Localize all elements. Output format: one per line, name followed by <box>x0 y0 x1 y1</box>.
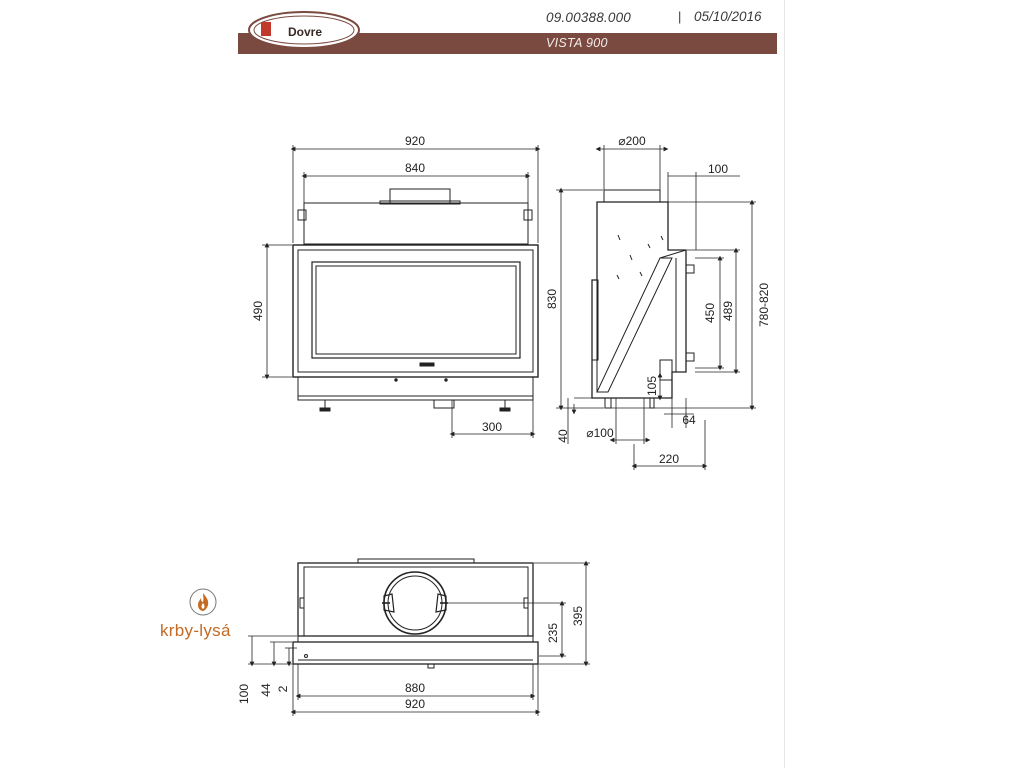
svg-text:Dovre: Dovre <box>287 25 323 39</box>
model-name: VISTA 900 <box>546 36 608 50</box>
document-date: 05/10/2016 <box>694 9 762 24</box>
dim-side-450: 450 <box>703 302 717 324</box>
side-view <box>592 190 694 408</box>
dim-top-100: 100 <box>237 683 251 705</box>
dim-side-105: 105 <box>645 375 659 397</box>
dim-side-flue-200: ⌀200 <box>618 134 646 148</box>
top-view <box>293 559 538 668</box>
dim-top-920: 920 <box>404 697 426 711</box>
dim-front-300: 300 <box>481 420 503 434</box>
dim-side-inlet-100: ⌀100 <box>586 426 614 440</box>
dim-side-100: 100 <box>707 162 729 176</box>
dim-top-235: 235 <box>546 622 560 644</box>
dim-top-880: 880 <box>404 681 426 695</box>
document-number: 09.00388.000 <box>546 10 631 25</box>
dim-front-840: 840 <box>404 161 426 175</box>
dim-top-2: 2 <box>276 685 290 693</box>
dim-front-920: 920 <box>404 134 426 148</box>
dim-side-220: 220 <box>658 452 680 466</box>
front-view <box>293 189 538 411</box>
brand-label: krby-lysá <box>160 621 231 640</box>
dim-side-40: 40 <box>556 429 570 443</box>
flame-icon <box>188 587 218 617</box>
dim-top-395: 395 <box>571 605 585 627</box>
dim-top-44: 44 <box>259 683 273 697</box>
dim-side-64: 64 <box>682 413 696 427</box>
header-separator: | <box>678 9 682 24</box>
dim-side-489: 489 <box>721 300 735 322</box>
dim-side-780-820: 780-820 <box>757 282 771 328</box>
dim-side-830: 830 <box>545 288 559 310</box>
dim-front-490: 490 <box>251 300 265 322</box>
